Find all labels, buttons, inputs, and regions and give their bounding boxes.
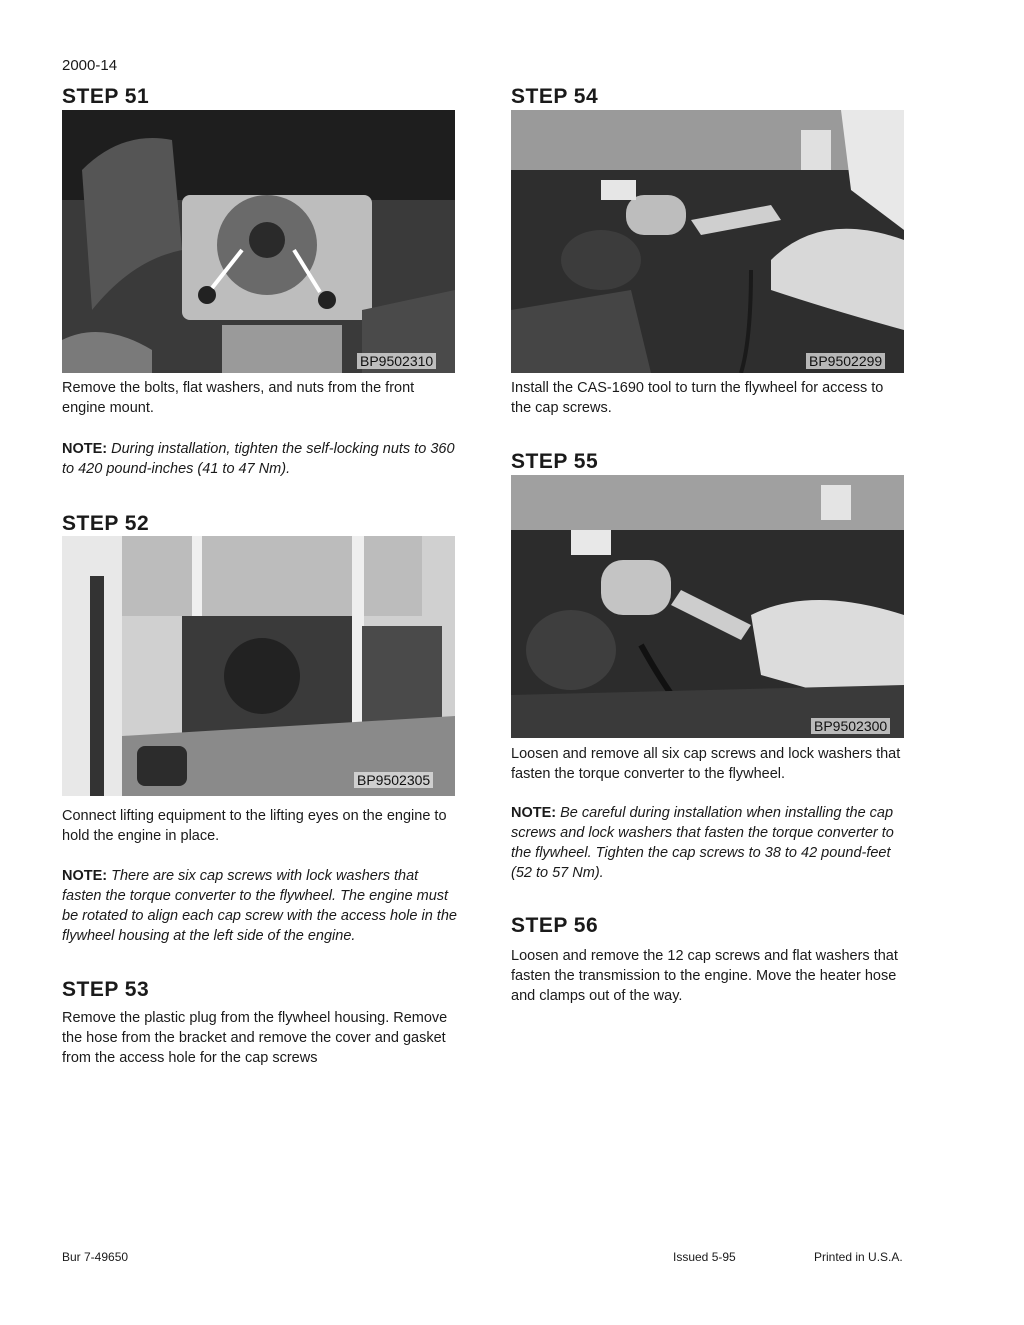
footer-doc-number: Bur 7-49650 xyxy=(62,1250,129,1264)
step-53-title: STEP 53 xyxy=(62,978,150,1001)
step-55-photo xyxy=(511,475,904,738)
lifting-equipment-image xyxy=(62,536,455,796)
step-55-note xyxy=(511,803,906,883)
step-52-note xyxy=(62,866,457,946)
step-56-text: Loosen and remove the 12 cap screws and flat washers that fasten the transmission to the engine. Move the heater hose and clamps out of the way. xyxy=(511,948,898,1004)
step-55-caption: Loosen and remove all six cap screws and lock washers that fasten the torque converter to the flywheel. xyxy=(511,746,901,782)
footer-issued: Issued 5-95 xyxy=(673,1250,736,1264)
step-51-caption: Remove the bolts, flat washers, and nuts from the front engine mount. xyxy=(62,380,415,416)
photo-code-label: BP9502305 xyxy=(354,772,433,788)
step-51-note xyxy=(62,439,457,479)
step-54-title: STEP 54 xyxy=(511,85,599,108)
note-text: Be careful during installation when installing the cap screws and lock washers that fasten the torque converter to the flywheel. Tighten the cap screws to 38 to 42 pound-feet (52 to 57 Nm). xyxy=(511,805,894,881)
step-56-title: STEP 56 xyxy=(511,914,599,937)
page-number: 2000-14 xyxy=(62,57,118,74)
step-52-title: STEP 52 xyxy=(62,512,150,535)
step-54-caption: Install the CAS-1690 tool to turn the flywheel for access to the cap screws. xyxy=(511,380,884,416)
step-51-photo xyxy=(62,110,455,373)
step-52-photo xyxy=(62,536,455,796)
note-label: NOTE: xyxy=(62,868,108,884)
engine-mount-image xyxy=(62,110,455,373)
note-label: NOTE: xyxy=(511,805,557,821)
note-text: There are six cap screws with lock washers that fasten the torque converter to the flywheel. The engine must be rotated to align each cap screw with the access hole in the flywheel housing at the left side of the engine. xyxy=(62,868,457,944)
photo-code-label: BP9502310 xyxy=(357,353,436,369)
step-53-text: Remove the plastic plug from the flywheel housing. Remove the hose from the bracket and remove the cover and gasket from the access hole for the cap screws xyxy=(62,1010,448,1066)
step-54-photo xyxy=(511,110,904,373)
flywheel-tool-image xyxy=(511,110,904,373)
step-52-caption: Connect lifting equipment to the lifting eyes on the engine to hold the engine in place. xyxy=(62,808,447,844)
photo-code-label: BP9502299 xyxy=(806,353,885,369)
step-51-title: STEP 51 xyxy=(62,85,150,108)
step-55-title: STEP 55 xyxy=(511,450,599,473)
note-label: NOTE: xyxy=(62,441,108,457)
note-text: During installation, tighten the self-locking nuts to 360 to 420 pound-inches (41 to 47 Nm). xyxy=(62,441,455,477)
photo-code-label: BP9502300 xyxy=(811,718,890,734)
cap-screws-image xyxy=(511,475,904,738)
footer-printed: Printed in U.S.A. xyxy=(814,1250,903,1264)
